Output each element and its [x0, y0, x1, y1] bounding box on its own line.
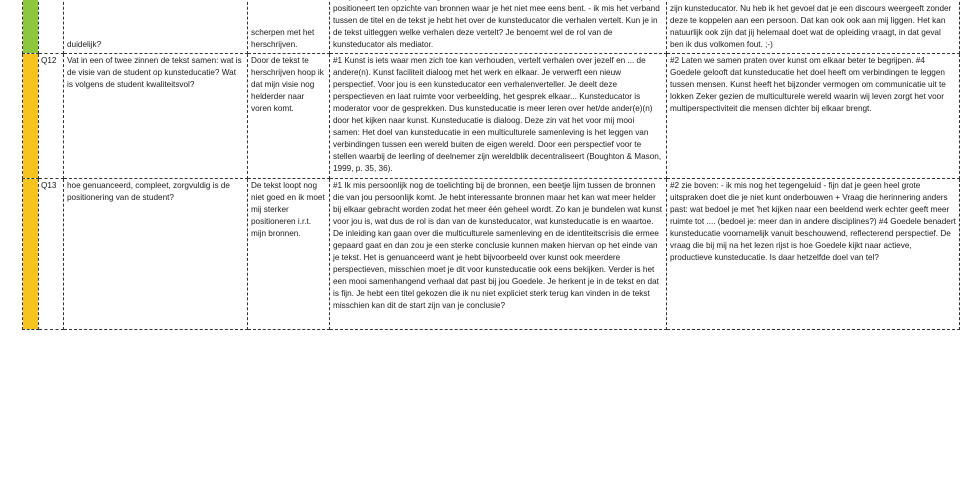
status-color-bar	[23, 54, 39, 179]
question-id: Q12	[39, 54, 64, 179]
feedback-cell-2[interactable]	[667, 0, 960, 54]
self-assessment-text: De tekst loopt nog niet goed en ik moet mij sterker positioneren i.r.t. mijn bronnen.	[251, 181, 325, 238]
self-assessment-text: scherpen met het herschrijven.	[251, 28, 315, 49]
self-assessment-cell[interactable]	[248, 179, 330, 330]
feedback-text-1: #1 Kunst is iets waar men zich toe kan verhouden, vertelt verhalen over jezelf en ... de andere(n). Kunst faciliteit dialoog met het werk en elkaar. Je verwerft een nieuw perspectief. Voor jou is een kunsteducator een verhalenverteller. Je deelt deze perspectieven en laat ruimte voor verbeelding, het gesprek elkaar... Kunsteducator is moderator voor de gesprekken. Dus kunsteducatie is meer leren over het/de ander(e)(n) door het kijken naar kunst. Kunsteducatie is dialoog. Deze zin vat het voor mij mooi samen: Het doel van kunsteducatie in een multiculturele samenleving is het leggen van verbindingen tussen een wereld buiten de eigen wereld. Door een perspectief voor te stellen waarbij de leerling of deelnemer zijn wereldblik decentraliseert (Boughton & Mason, 1999, p. 35, 36).	[333, 56, 662, 173]
question-text: hoe genuanceerd, compleet, zorgvuldig is de positionering van de student?	[67, 181, 230, 202]
question-id: Q13	[39, 179, 64, 330]
question-id	[39, 0, 64, 54]
feedback-table	[22, 0, 960, 330]
feedback-text-1: positioneert ten opzichte van bronnen waar je het niet mee eens bent. - ik mis het verband tussen de titel en de tekst je hebt het over de kunsteducator die verhalen vertelt. Kun je in de tekst uitleggen welke verhalen deze vertelt? Je benoemt wel de rol van de kunsteducator als mediator.	[333, 4, 660, 49]
table-row	[23, 0, 960, 54]
feedback-text-2: zijn kunsteducator. Nu heb ik het gevoel dat je een discours weergeeft zonder deze te koppelen aan een persoon. Dat kan ook ook aan mij liggen. Het kan natuurlijk ook zijn dat jij helemaal doet wat de opleiding vraagt, in dat geval ben ik dus volkomen fout. ;-)	[670, 4, 952, 49]
question-cell[interactable]	[64, 54, 248, 179]
self-assessment-cell[interactable]	[248, 0, 330, 54]
status-color-bar	[23, 179, 39, 330]
self-assessment-cell[interactable]	[248, 54, 330, 179]
question-text: duidelijk?	[67, 40, 102, 49]
status-color-bar	[23, 0, 39, 54]
feedback-cell-2[interactable]	[667, 179, 960, 330]
table-row	[23, 54, 960, 179]
question-cell[interactable]	[64, 0, 248, 54]
feedback-cell-1[interactable]	[330, 54, 667, 179]
feedback-cell-2[interactable]	[667, 54, 960, 179]
feedback-text-1: #1 Ik mis persoonlijk nog de toelichting bij de bronnen, een beetje lijm tussen de bronnen die van jou persoonlijk komt. Je hebt interessante bronnen maar het kan wat meer helder bij elkaar gebracht worden zodat het meer één geheel wordt. Zo kan je bundelen wat kunst voor jou is, wat dus de rol is dan van de kunsteducator, wat kunsteducatie is en waartoe. De inleiding kan gaan over die multiculturele samenleving en de identiteitscrisis die ermee gepaard gaat en dan zou je een sterke conclusie kunnen maken hiervan op het einde van je tekst. Het is genuanceerd want je hebt bijvoorbeeld over kunst ook meerdere perspectieven, misschien moet je dit voor kunsteducatie ook eens bekijken. Verder is het een mooi samenhangend verhaal dat past bij jou Goedele. Je herkent je in de tekst en dat is fijn. Je hebt een titel gekozen die ik nu niet expliciet sterk terug kan vinden in de tekst misschien kan dit de start zijn van je conclusie?	[333, 181, 663, 310]
feedback-cell-1[interactable]	[330, 179, 667, 330]
feedback-text-2: #2 Laten we samen praten over kunst om elkaar beter te begrijpen. #4 Goedele gelooft dat kunsteducatie het doel heeft om verbindingen te leggen tussen mensen. Kunst heeft het bijzonder vermogen om communicatie uit te lokken Zeker gezien de multiculturele wereld waarin wij leven zorgt het voor multiperspectiviteit die mensen dichter bij elkaar brengt.	[670, 56, 946, 113]
feedback-text-2: #2 zie boven: - ik mis nog het tegengeluid - fijn dat je geen heel grote uitspraken doet die je niet kunt onderbouwen + Vraag die herinnering anders past: wat bedoel je met 'het kijken naar een beeldend werk echter geeft meer ruimte tot .... (bedoel je: meer dan in andere disciplines?) #4 Goedele benadert kunsteducatie voornamelijk vanuit beschouwend, reflecterend perspectief. De vraag die bij mij na het lezen rijst is hoe Goedele kijkt naar actieve, productieve kunsteducatie. Is daar hetzelfde doel van tel?	[670, 181, 956, 262]
self-assessment-text: Door de tekst te herschrijven hoop ik dat mijn visie nog helderder naar voren komt.	[251, 56, 324, 113]
question-text: Vat in een of twee zinnen de tekst samen: wat is de visie van de student op kunsteducatie? Wat is volgens de student kwaliteitsvol?	[67, 56, 242, 89]
table-row	[23, 179, 960, 330]
question-cell[interactable]	[64, 179, 248, 330]
feedback-cell-1[interactable]	[330, 0, 667, 54]
